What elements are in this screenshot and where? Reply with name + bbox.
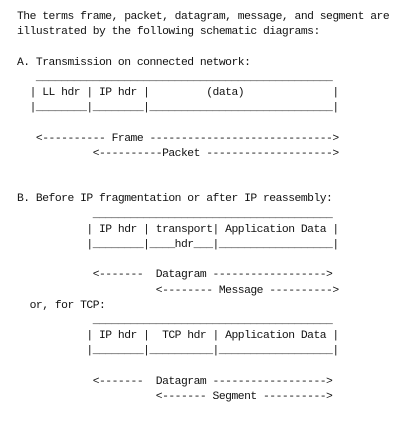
diagram-line: |________|________|_____________________________| (17, 102, 339, 115)
diagram-line: _______________________________________________ (17, 71, 333, 84)
diagram-line: <---------- Frame -----------------------------> (17, 132, 339, 145)
diagram-line: <------- Datagram ------------------> (17, 269, 333, 282)
diagram-line: <-------- Message ----------> (17, 284, 339, 297)
diagram-line: ______________________________________ (17, 208, 333, 221)
diagram-line: |________|__________|__________________| (17, 345, 339, 358)
diagram-line: | LL hdr | IP hdr | (data) | (17, 87, 339, 100)
diagram-line: <------- Segment ----------> (17, 391, 333, 404)
section-heading: A. Transmission on connected network: (17, 56, 251, 69)
diagram-line: | IP hdr | transport| Application Data | (17, 223, 339, 236)
diagram-line: |________|____hdr___|__________________| (17, 239, 339, 252)
section-heading: B. Before IP fragmentation or after IP reassembly: (17, 193, 333, 206)
text-line: The terms frame, packet, datagram, message, and segment are (17, 11, 390, 23)
diagram-line: <------- Datagram ------------------> (17, 375, 333, 388)
diagram-line: | IP hdr | TCP hdr | Application Data | (17, 330, 339, 343)
diagram-line: <----------Packet --------------------> (17, 147, 339, 160)
text-line: or, for TCP: (17, 299, 106, 312)
text-line: illustrated by the following schematic diagrams: (17, 26, 320, 39)
diagram-line: ______________________________________ (17, 315, 333, 328)
